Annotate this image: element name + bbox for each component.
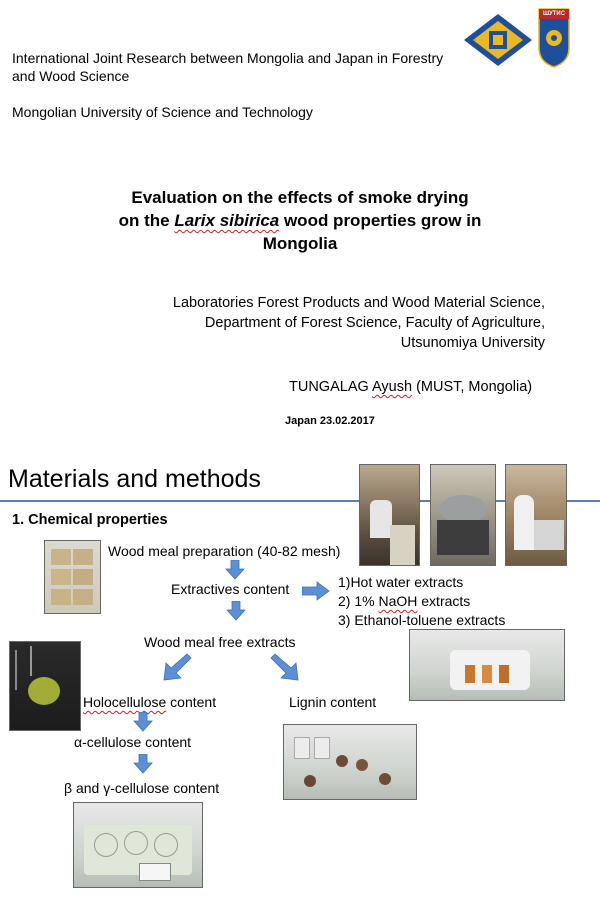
lignin-photo xyxy=(283,724,417,800)
affiliation-line-2: Department of Forest Science, Faculty of Agriculture, xyxy=(204,315,545,331)
cellulose-photo xyxy=(73,802,203,888)
down-arrow-2-icon xyxy=(226,601,246,621)
author: TUNGALAG Ayush (MUST, Mongolia) xyxy=(289,379,533,395)
header-line-2: and Wood Science xyxy=(12,68,130,84)
down-arrow-3-icon xyxy=(133,712,153,732)
date: Japan 23.02.2017 xyxy=(285,415,375,427)
diamond-logo-icon xyxy=(462,12,534,68)
down-arrow-1-icon xyxy=(225,560,245,580)
affiliation xyxy=(173,293,545,353)
title-line-2: on the Larix sibirica wood properties grow in xyxy=(118,211,482,230)
lab-photo-2 xyxy=(430,464,496,566)
title-line-1: Evaluation on the effects of smoke drying xyxy=(131,188,469,207)
wood-meal-photo xyxy=(44,540,101,614)
university-shield-logo-icon xyxy=(538,8,570,68)
down-right-arrow-icon xyxy=(270,652,300,682)
species-name: Larix sibirica xyxy=(174,211,280,230)
step-wood-meal-preparation: Wood meal preparation (40-82 mesh) xyxy=(108,543,341,559)
extract-naoh: 2) 1% NaOH extracts xyxy=(338,593,471,609)
lab-photo-3 xyxy=(505,464,567,566)
title xyxy=(0,186,600,255)
lab-photo-1 xyxy=(359,464,420,566)
subsection-title: 1. Chemical properties xyxy=(12,512,168,528)
header-line-1: International Joint Research between Mongolia and Japan in Forestry xyxy=(12,50,444,66)
holocellulose-photo xyxy=(9,641,81,731)
step-extractives-content: Extractives content xyxy=(171,581,290,597)
affiliation-line-1: Laboratories Forest Products and Wood Material Science, xyxy=(172,295,545,311)
title-line-3: Mongolia xyxy=(262,234,338,253)
section-heading: Materials and methods xyxy=(8,465,261,493)
down-left-arrow-icon xyxy=(162,652,192,682)
extract-ethanol-toluene: 3) Ethanol-toluene extracts xyxy=(338,612,506,628)
step-alpha-cellulose: α-cellulose content xyxy=(74,734,192,750)
university-name: Mongolian University of Science and Technology xyxy=(12,104,313,120)
extract-list xyxy=(338,573,505,630)
extract-hot-water: 1)Hot water extracts xyxy=(338,574,464,590)
extracts-photo xyxy=(409,629,565,701)
step-lignin-content: Lignin content xyxy=(289,694,377,710)
affiliation-line-3: Utsunomiya University xyxy=(400,335,545,351)
right-arrow-icon xyxy=(302,581,330,601)
step-holocellulose: Holocellulose content xyxy=(83,694,217,710)
step-beta-gamma-cellulose: β and γ-cellulose content xyxy=(64,780,220,796)
logo-label: ШУТИС xyxy=(542,11,566,17)
step-wood-meal-free-extracts: Wood meal free extracts xyxy=(144,634,296,650)
down-arrow-4-icon xyxy=(133,754,153,774)
